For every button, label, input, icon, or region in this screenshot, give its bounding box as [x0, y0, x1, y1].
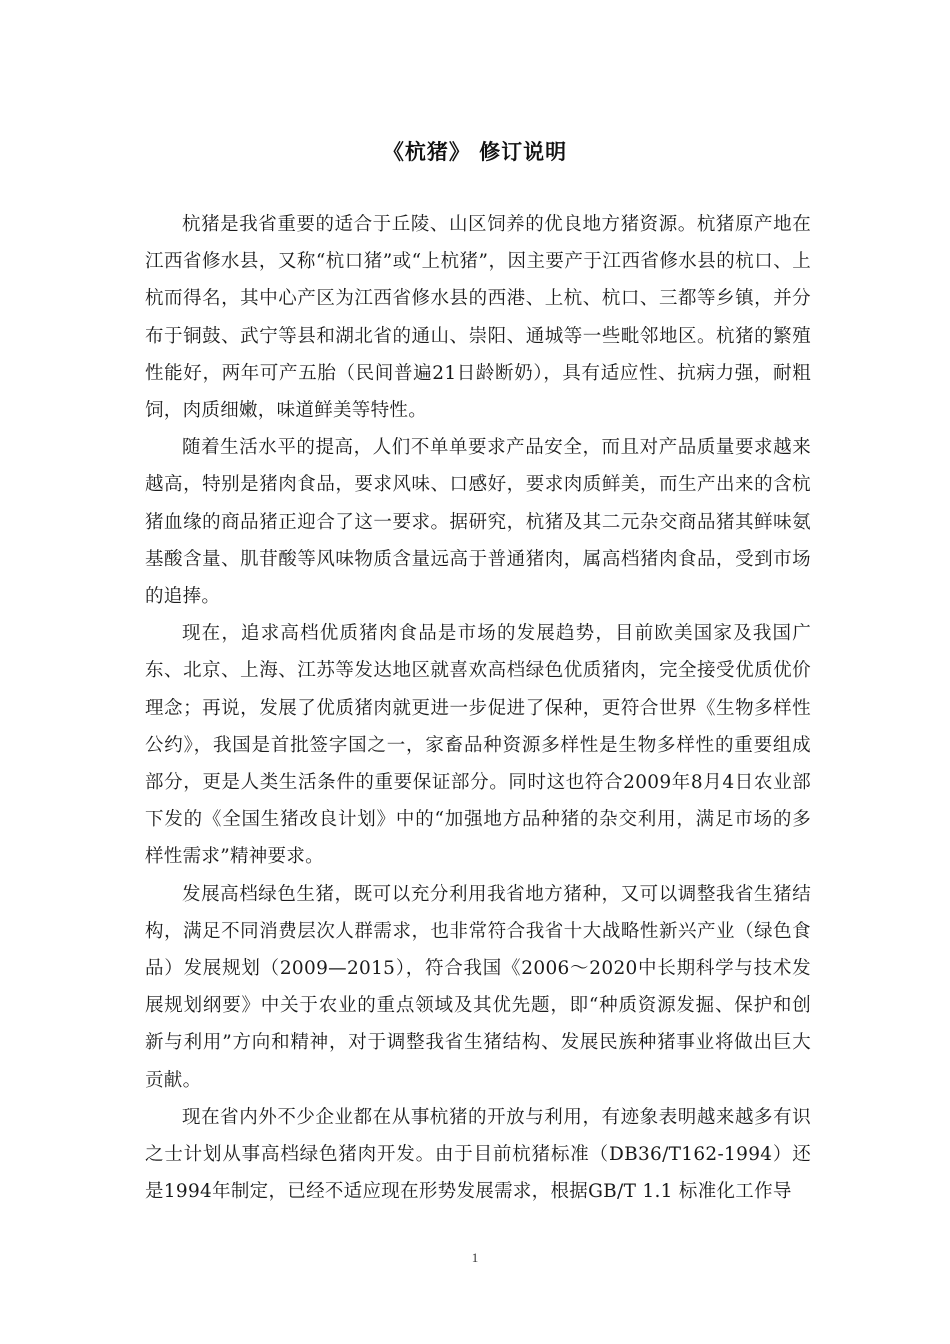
paragraph-quality-demand: 随着生活水平的提高，人们不单单要求产品安全，而且对产品质量要求越来越高，特别是猪肉食品，要求风味、口感好，要求肉质鲜美，而生产出来的含杭猪血缘的商品猪正迎合了这一要求。据研究，杭猪及其二元杂交商品猪其鲜味氨基酸含量、肌苷酸等风味物质含量远高于普通猪肉，属高档猪肉食品，受到市场的追捧。 — [145, 437, 811, 608]
paragraph-standard-revision: 现在省内外不少企业都在从事杭猪的开放与利用，有迹象表明越来越多有识之士计划从事高档绿色猪肉开发。由于目前杭猪标准（DB36/T162-1994）还是1994年制定，已经不适应现在形势发展需求，根据GB/T 1.1 标准化工作导 — [145, 1106, 811, 1203]
document-title: 《杭猪》 修订说明 — [382, 140, 568, 164]
page-number: 1 — [471, 1250, 479, 1265]
document-body — [145, 206, 811, 1210]
paragraph-origin: 杭猪是我省重要的适合于丘陵、山区饲养的优良地方猪资源。杭猪原产地在江西省修水县，又称“杭口猪”或“上杭猪”，因主要产于江西省修水县的杭口、上杭而得名，其中心产区为江西省修水县的西港、上杭、杭口、三都等乡镇，并分布于铜鼓、武宁等县和湖北省的通山、崇阳、通城等一些毗邻地区。杭猪的繁殖性能好，两年可产五胎（民间普遍21日龄断奶），具有适应性、抗病力强，耐粗饲，肉质细嫩，味道鲜美等特性。 — [145, 214, 811, 422]
paragraph-development-plan: 发展高档绿色生猪，既可以充分利用我省地方猪种，又可以调整我省生猪结构，满足不同消费层次人群需求，也非常符合我省十大战略性新兴产业（绿色食品）发展规划（2009—2015），符合我国《2006～2020中长期科学与技术发展规划纲要》中关于农业的重点领域及其优先题，即“种质资源发掘、保护和创新与利用”方向和精神，对于调整我省生猪结构、发展民族种猪事业将做出巨大贡献。 — [145, 883, 811, 1091]
paragraph-market-trend: 现在，追求高档优质猪肉食品是市场的发展趋势，目前欧美国家及我国广东、北京、上海、江苏等发达地区就喜欢高档绿色优质猪肉，完全接受优质优价理念；再说，发展了优质猪肉就更进一步促进了保种，更符合世界《生物多样性公约》，我国是首批签字国之一，家畜品种资源多样性是生物多样性的重要组成部分，更是人类生活条件的重要保证部分。同时这也符合2009年8月4日农业部下发的《全国生猪改良计划》中的“加强地方品种猪的杂交利用，满足市场的多样性需求”精神要求。 — [145, 623, 811, 868]
